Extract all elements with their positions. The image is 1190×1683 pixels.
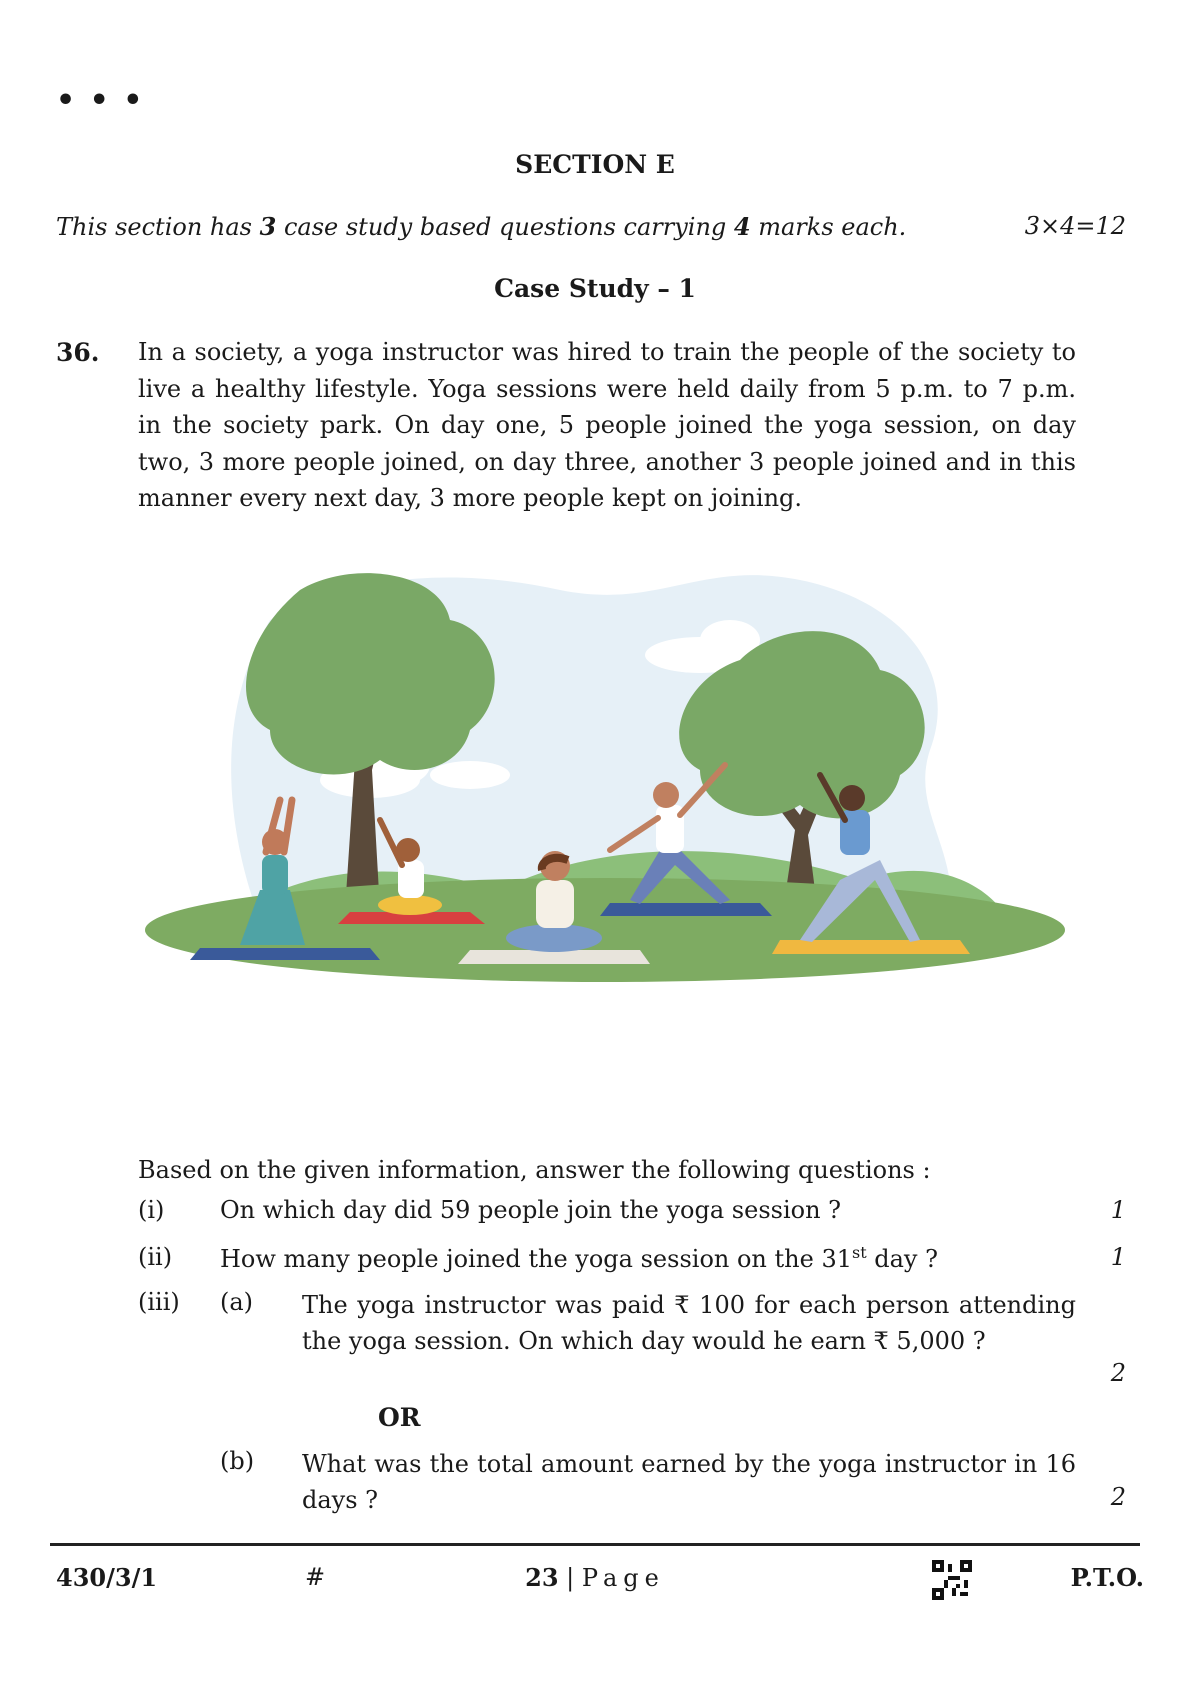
q3b-label: (b) [220,1447,255,1475]
case-study-passage: In a society, a yoga instructor was hired to train the people of the society to live a healthy lifestyle. Yoga sessions were held daily from 5 p.m. to 7 p.m. in the society park. On day one, 5 people joined the yoga session, on day two, 3 more people joined, on day three, another 3 people joined and in this manner every next day, 3 more people kept on joining. [138,338,1076,512]
page-number: 23 | Page [525,1563,665,1592]
footer-hash: # [305,1563,326,1591]
section-instructions: This section has 3 case study based questions carrying 4 marks each. [56,212,907,241]
q3a-label: (a) [220,1288,254,1316]
mat-blue-left [190,948,380,960]
q3a-marks: 2 [1110,1359,1126,1387]
q3a-text: The yoga instructor was paid ₹ 100 for each person attending the yoga session. On which day would he earn ₹ 5,000 ? [302,1291,1076,1355]
section-title: SECTION E [515,150,675,179]
q2-marks: 1 [1110,1243,1126,1271]
q3-label: (iii) [138,1288,180,1316]
paper-code: 430/3/1 [56,1563,158,1592]
q1-marks: 1 [1110,1196,1126,1224]
question-number: 36. [56,338,100,367]
footer-rule [50,1543,1140,1546]
q3b-text: What was the total amount earned by the yoga instructor in 16 days ? [302,1450,1076,1514]
qr-code-icon [932,1560,972,1600]
case-study-title: Case Study – 1 [494,274,696,303]
q2-label: (ii) [138,1243,173,1271]
questions-lead: Based on the given information, answer the following questions : [138,1156,931,1184]
section-marks-total: 3×4=12 [1024,212,1126,240]
yoga-park-illustration [140,560,1070,1060]
or-separator: OR [378,1403,421,1432]
mat-white [458,950,650,964]
please-turn-over: P.T.O. [1070,1563,1144,1592]
page-dots: • • • [56,83,145,118]
q1-label: (i) [138,1196,165,1224]
q2-text: How many people joined the yoga session on the 31st day ? [220,1243,938,1273]
q3b-marks: 2 [1110,1483,1126,1511]
mat-blue-right [600,903,772,916]
q1-text: On which day did 59 people join the yoga session ? [220,1196,842,1224]
mat-yellow [772,940,970,954]
